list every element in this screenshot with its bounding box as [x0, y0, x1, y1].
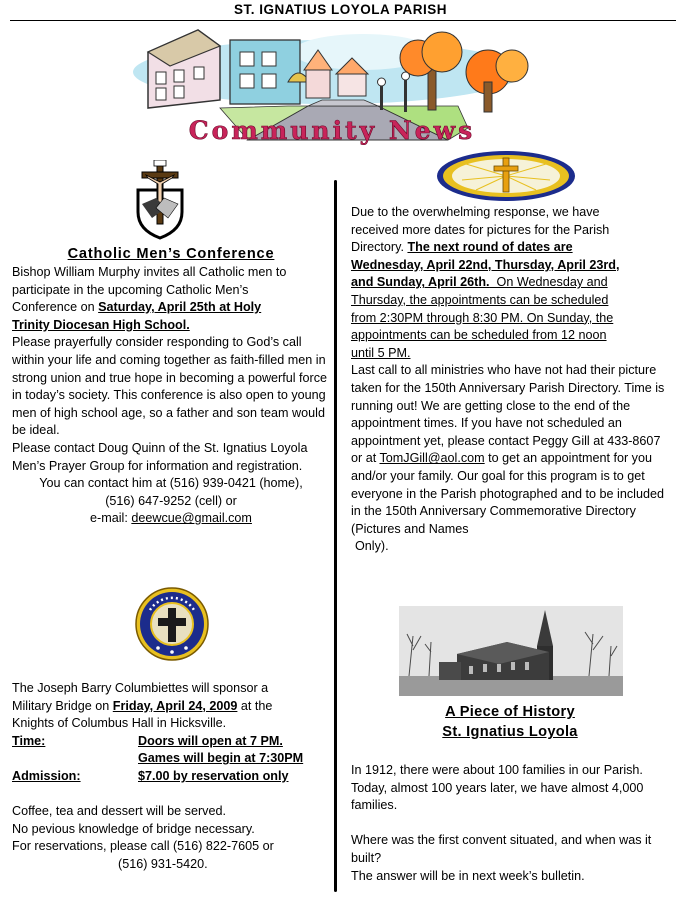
columbiettes-time-row-2 — [12, 750, 337, 768]
banner-title: Community News — [188, 116, 476, 145]
mens-conference-date: Saturday, April 25th at Holy — [98, 300, 262, 315]
mens-email-label: e-mail: — [90, 511, 132, 526]
mens-p1-line3: Conference on — [12, 300, 99, 315]
columbiettes-section — [12, 680, 337, 874]
directory-line2: received more dates for pictures for the Parish — [351, 222, 610, 237]
columbiettes-line2-post: at the — [237, 698, 273, 713]
historic-church-photo — [399, 606, 623, 696]
directory-email-link[interactable]: TomJGill@aol.com — [379, 451, 485, 466]
directory-schedule-l5: On Wednesday and — [489, 275, 608, 290]
anniversary-cross-seal-icon — [436, 150, 576, 202]
directory-schedule-l9: until 5 PM. — [351, 345, 411, 360]
columbiettes-p2-line1: Coffee, tea and dessert will be served. — [12, 804, 226, 819]
time-value-2: Games will begin at 7:30PM — [138, 751, 304, 766]
columbiettes-date: Friday, April 24, 2009 — [112, 698, 238, 713]
directory-schedule-l7: from 2:30PM through 8:30 PM. On Sunday, the — [351, 310, 614, 325]
mens-email-link[interactable]: deewcue@gmail.com — [131, 511, 252, 526]
columbiettes-time-row — [12, 733, 337, 751]
directory-p2-text: Last call to all ministries who have not had their picture taken for the 150th Anniversary Parish Directory. Time is running out! We are getting close to the end of the appointment times. If you have not scheduled an appointment yet, please contact Peggy Gill at 433-8607 or at — [351, 363, 665, 466]
history-body — [351, 762, 663, 885]
crucifix-shield-icon — [132, 160, 188, 240]
header-rule — [10, 20, 676, 21]
columbiettes-p2-line4: (516) 931-5420. — [118, 856, 208, 871]
community-news-banner — [128, 22, 536, 150]
mens-conference-paragraph-3: Please contact Doug Quinn of the St. Ignatius Loyola Men’s Prayer Group for information and registration. — [12, 440, 308, 473]
mens-conference-heading: Catholic Men’s Conference — [67, 246, 275, 262]
directory-p3-end: Only). — [355, 539, 389, 554]
directory-dates-line: Wednesday, April 22nd, Thursday, April 23rd, — [351, 257, 620, 272]
page-header-title: ST. IGNATIUS LOYOLA PARISH — [233, 2, 447, 17]
directory-line1: Due to the overwhelming response, we have — [351, 205, 600, 219]
history-paragraph-1: In 1912, there were about 100 families in our Parish. Today, almost 100 years later, we have almost 4,000 families. — [351, 763, 644, 813]
mens-p1-line1: Bishop William Murphy invites all Catholic men to — [12, 265, 287, 279]
time-value-1: Doors will open at 7 PM. — [138, 733, 283, 748]
directory-schedule-l6: Thursday, the appointments can be scheduled — [351, 292, 609, 307]
columbiettes-p2-line3: For reservations, please call (516) 822-7605 or — [12, 839, 274, 854]
directory-p3-text: to get an appointment for you and/or your family. Our goal for this program is to get everyone in the Parish photographed and to be included in the 150th Anniversary Commemorative Directory (Pictures and Names — [351, 451, 664, 536]
mens-contact-line1: You can contact him at (516) 939-0421 (home), — [39, 476, 303, 491]
directory-section — [351, 204, 667, 556]
mens-p1-line2: participate in the upcoming Catholic Men’s — [12, 282, 249, 297]
history-heading-2: St. Ignatius Loyola — [442, 724, 578, 740]
mens-conference-paragraph-2: Please prayerfully consider responding to God’s call within your life and coming together as faith-filled men in strong union and true hope in becoming a powerful force in today’s society. This conference is also open to young men of high school age, so a father and son team would be ideal. — [12, 335, 328, 438]
history-paragraph-2: Where was the first convent situated, and when was it built? — [351, 833, 652, 865]
mens-conference-body — [12, 264, 334, 528]
columbiettes-line1: The Joseph Barry Columbiettes will sponsor a — [12, 681, 269, 695]
columbiettes-line2-pre: Military Bridge on — [12, 698, 113, 713]
admission-value: $7.00 by reservation only — [138, 768, 289, 783]
columbiettes-p2-line2: No pevious knowledge of bridge necessary. — [12, 821, 255, 836]
directory-schedule-l8: appointments can be scheduled from 12 noon — [351, 328, 607, 343]
directory-paragraph-2 — [351, 362, 665, 538]
directory-dates-line2: and Sunday, April 26th. — [351, 275, 490, 290]
history-heading-1: A Piece of History — [445, 704, 575, 720]
history-paragraph-3: The answer will be in next week’s bulletin. — [351, 868, 585, 883]
mens-conference-venue: Trinity Diocesan High School. — [12, 317, 190, 332]
columbiettes-cross-seal-icon — [134, 586, 210, 662]
columbiettes-line3: Knights of Columbus Hall in Hicksville. — [12, 716, 227, 731]
directory-dates-intro: The next round of dates are — [407, 240, 573, 255]
mens-contact-line2: (516) 647-9252 (cell) or — [105, 493, 237, 508]
columbiettes-admission-row — [12, 768, 337, 786]
admission-label: Admission: — [12, 768, 81, 783]
directory-line3-pre: Directory. — [351, 240, 408, 255]
time-label: Time: — [12, 733, 46, 748]
